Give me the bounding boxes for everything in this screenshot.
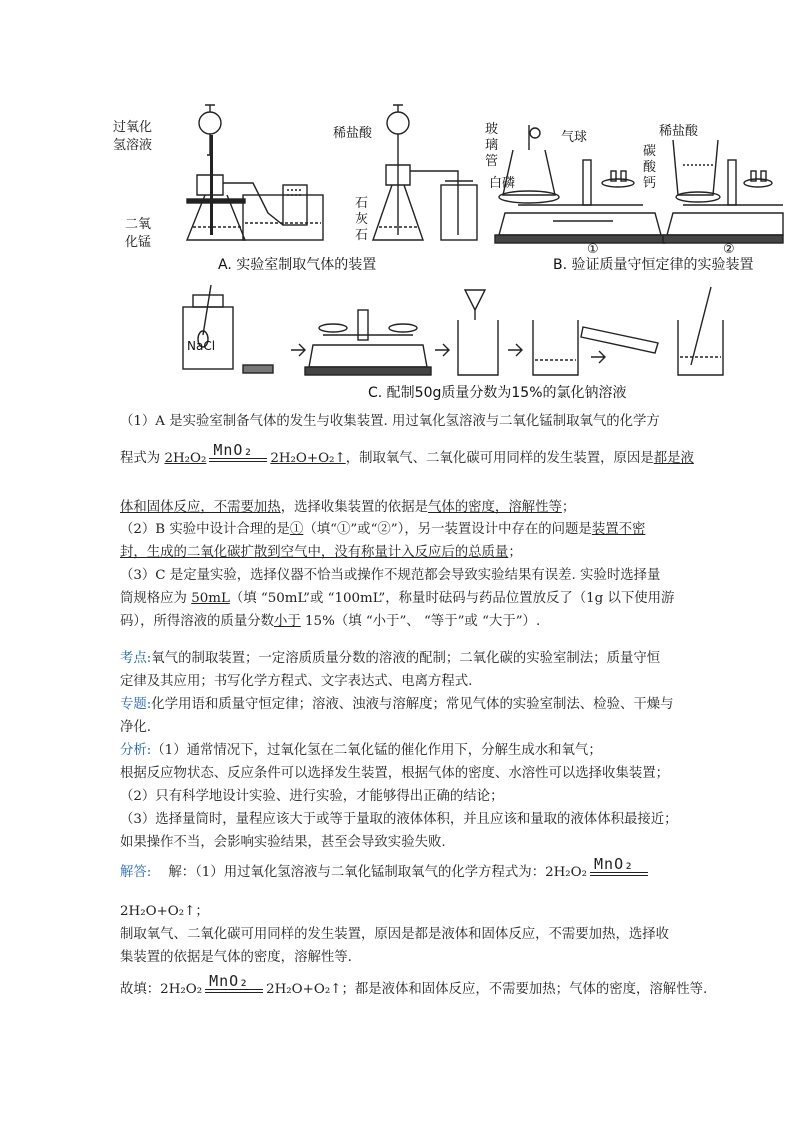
label-balloon: 气球: [561, 130, 588, 145]
label-caco3-3: 钙: [643, 176, 657, 191]
q2-answer-problem-a: 装置不密: [591, 522, 646, 537]
q1-answer-reason-a: 都是液: [653, 451, 694, 466]
apparatus-c: [183, 285, 723, 375]
kaodian-line1: 考点:氧气的制取装置；一定溶质质量分数的溶液的配制；二氧化碳的实验室制法；质量守恒: [120, 651, 661, 666]
kaodian-line2: 定律及其应用；书写化学方程式、文字表达式、电离方程式.: [120, 674, 473, 689]
caption-a: A. 实验室制取气体的装置: [218, 257, 377, 273]
label-nacl: NaCl: [187, 339, 216, 353]
label-dilute-hcl-a: 稀盐酸: [333, 126, 373, 141]
label-limestone-2: 灰: [355, 212, 369, 227]
q1-answer-basis: 气体的密度，溶解性等: [427, 500, 562, 515]
q1-line2: 程式为 2H₂O₂ MnO₂ 2H₂O+O₂↑，制取氧气、二氧化碳可用同样的发生装置，原因是都是液: [120, 441, 694, 466]
jieda-line2: 2H₂O+O₂↑；: [120, 904, 209, 919]
caption-c: C. 配制50g质量分数为15%的氯化钠溶液: [368, 385, 627, 401]
fenxi-line3: （2）只有科学地设计实验、进行实验，才能够得出正确的结论；: [120, 789, 504, 804]
mno2-catalyst-mark-2: MnO₂: [590, 858, 648, 878]
label-mno2-line2: 化锰: [125, 235, 152, 250]
jieda-fill: 故填：2H₂O₂ MnO₂ 2H₂O+O₂↑；都是液体和固体反应，不需要加热；气体的密度，溶解性等.: [120, 972, 708, 997]
fenxi-line1: 分析:（1）通常情况下，过氧化氢在二氧化锰的催化作用下，分解生成水和氧气；: [120, 743, 602, 758]
caption-b: B. 验证质量守恒定律的实验装置: [553, 257, 754, 273]
q2-answer-choice: ①: [289, 522, 304, 537]
zhuanti-line1: 专题:化学用语和质量守恒定律；溶液、浊液与溶解度；常见气体的实验室制法、检验、干燥与: [120, 697, 674, 712]
label-caco3-2: 酸: [643, 160, 657, 175]
experiment-figure: [113, 95, 783, 401]
marker-2: ②: [723, 242, 735, 257]
label-caco3-1: 碳: [643, 144, 657, 159]
q2-answer-problem-b: 封，生成的二氧化碳扩散到空气中，没有称量计入反应后的总质量: [120, 545, 509, 560]
balance-b2: [663, 140, 783, 243]
q1-equation-right: 2H₂O+O₂↑: [270, 451, 346, 466]
label-tube-1: 玻: [485, 122, 499, 137]
label-tube-2: 璃: [485, 138, 499, 153]
label-limestone-3: 石: [355, 228, 369, 243]
q3-line1: （3）C 是定量实验，选择仪器不恰当或操作不规范都会导致实验结果有误差. 实验时选择量: [120, 568, 661, 583]
q1-answer-reason-b: 体和固体反应，不需要加热: [120, 500, 281, 515]
label-tube-3: 管: [485, 154, 499, 169]
mno2-catalyst-mark-3: MnO₂: [205, 975, 263, 995]
q3-answer-spec: 50mL: [191, 591, 230, 606]
zhuanti-line2: 净化.: [120, 720, 152, 735]
apparatus-a1: [187, 105, 323, 240]
fenxi-line4: （3）选择量筒时，量程应该大于或等于量取的液体体积，并且应该和量取的液体体积最接近；: [120, 812, 678, 827]
label-h2o2-line2: 氢溶液: [113, 138, 153, 153]
jieda-line1: 解答: 解：（1）用过氧化氢溶液与二氧化锰制取氧气的化学方程式为：2H₂O₂ MnO₂: [120, 858, 686, 885]
label-h2o2-line1: 过氧化: [113, 120, 153, 135]
kaodian-label: 考点:: [120, 651, 152, 666]
q1-line1: （1）A 是实验室制备气体的发生与收集装置. 用过氧化氢溶液与二氧化锰制取氧气的化学方: [120, 414, 660, 429]
jieda-label: 解答:: [120, 865, 152, 880]
apparatus-a2: [373, 105, 477, 240]
q3-line2: 筒规格应为 50mL（填 “50mL”或 “100mL”，称量时砝码与药品位置放反了（1g 以下使用游: [120, 591, 675, 606]
q1-line3: 体和固体反应，不需要加热，选择收集装置的依据是气体的密度，溶解性等；: [120, 500, 576, 515]
label-white-phosphorus: 白磷: [489, 176, 516, 191]
mno2-catalyst-mark: MnO₂: [209, 444, 267, 464]
fenxi-line2: 根据反应物状态、反应条件可以选择发生装置，根据气体的密度、水溶性可以选择收集装置；: [120, 766, 670, 781]
jieda-line4: 集装置的依据是气体的密度，溶解性等.: [120, 950, 352, 965]
label-dilute-hcl-b: 稀盐酸: [659, 124, 699, 139]
fenxi-line5: 如果操作不当，会影响实验结果，甚至会导致实验失败.: [120, 835, 446, 850]
q3-line3: 码），所得溶液的质量分数小于 15%（填 “小于”、 “等于”或 “大于”）.: [120, 614, 541, 629]
label-limestone-1: 石: [355, 196, 369, 211]
label-mno2-line1: 二氧: [125, 217, 152, 232]
jieda-line3: 制取氧气、二氧化碳可用同样的发生装置，原因是都是液体和固体反应，不需要加热，选择收: [120, 927, 670, 942]
q3-answer-less: 小于: [274, 614, 301, 629]
fenxi-label: 分析:: [120, 743, 152, 758]
zhuanti-label: 专题:: [120, 697, 152, 712]
q2-line1: （2）B 实验中设计合理的是①（填“①”或“②”），另一装置设计中存在的问题是装置不密: [120, 522, 646, 537]
q2-line2: 封，生成的二氧化碳扩散到空气中，没有称量计入反应后的总质量；: [120, 545, 522, 560]
q1-equation-left: 2H₂O₂: [164, 451, 207, 466]
marker-1: ①: [587, 242, 599, 257]
